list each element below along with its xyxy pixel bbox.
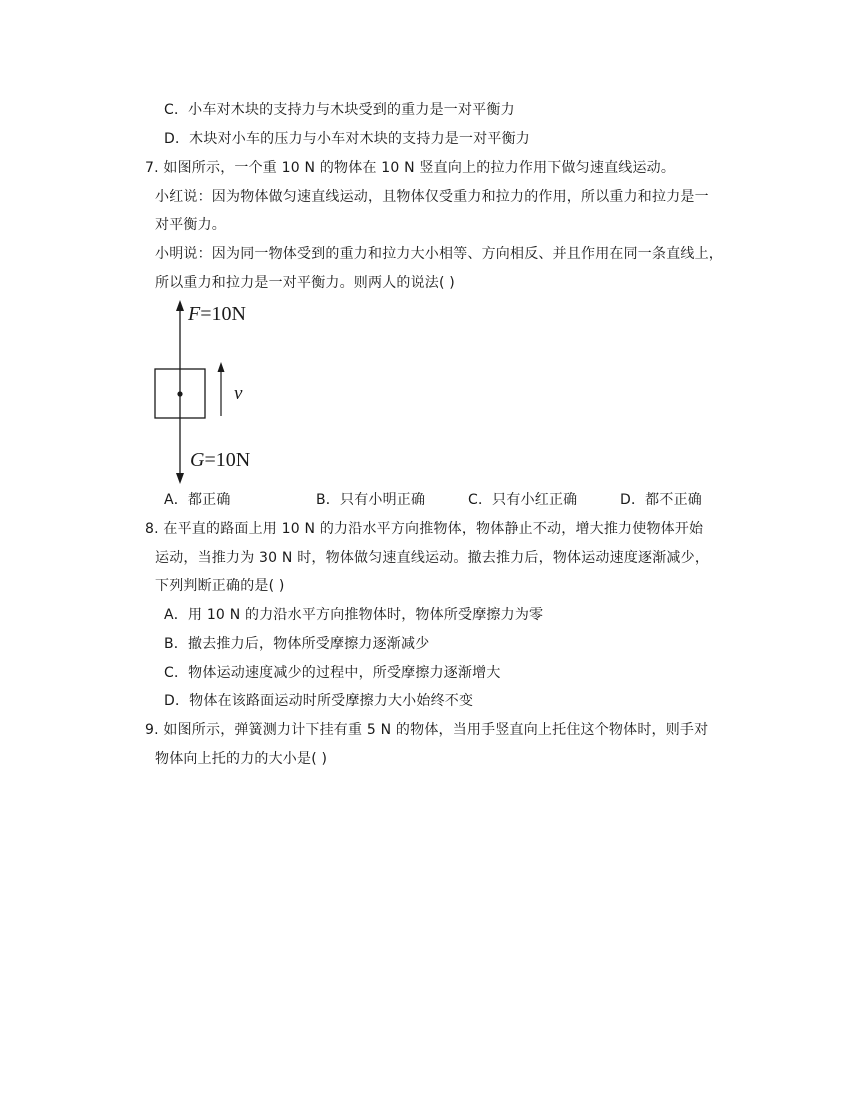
q7-option-c: C．只有小红正确 [468, 492, 578, 508]
q9-stem-line-1: 9. 如图所示，弹簧测力计下挂有重 5 N 的物体，当用手竖直向上托住这个物体时，则手对 [145, 722, 709, 738]
q7-option-a: A．都正确 [164, 492, 231, 508]
q8-stem-line-2: 运动，当推力为 30 N 时，物体做匀速直线运动。撤去推力后，物体运动速度逐渐减少， [155, 550, 710, 566]
q7-stem: 7. 如图所示，一个重 10 N 的物体在 10 N 竖直向上的拉力作用下做匀速直线运动。 [145, 160, 676, 176]
force-down-symbol: G [190, 449, 205, 471]
force-down-value: =10N [204, 449, 251, 471]
q7-option-d: D．都不正确 [620, 492, 702, 508]
q7-xiaohong-line-1: 小红说：因为物体做匀速直线运动，且物体仅受重力和拉力的作用，所以重力和拉力是一 [155, 189, 709, 205]
q9-stem-line-2: 物体向上托的力的大小是( ) [155, 751, 328, 767]
q8-option-a: A．用 10 N 的力沿水平方向推物体时，物体所受摩擦力为零 [164, 607, 544, 623]
force-up-symbol: F [188, 303, 201, 325]
q7-xiaoming-line-1: 小明说：因为同一物体受到的重力和拉力大小相等、方向相反、并且作用在同一条直线上， [155, 246, 723, 262]
q8-option-b: B．撤去推力后，物体所受摩擦力逐渐减少 [164, 636, 430, 652]
q7-xiaohong-line-2: 对平衡力。 [155, 217, 226, 233]
velocity-arrowhead [218, 362, 225, 372]
velocity-label: v [234, 383, 243, 404]
force-down-label [190, 449, 250, 471]
force-down-arrowhead [176, 473, 184, 484]
force-up-value: =10N [200, 303, 246, 325]
q7-xiaoming-line-2: 所以重力和拉力是一对平衡力。则两人的说法( ) [155, 275, 455, 291]
q7-option-b: B．只有小明正确 [316, 492, 426, 508]
force-up-label [187, 303, 246, 325]
q8-option-c: C．物体运动速度减少的过程中，所受摩擦力逐渐增大 [164, 665, 501, 681]
center-point [177, 391, 182, 396]
q6-option-c: C．小车对木块的支持力与木块受到的重力是一对平衡力 [164, 102, 515, 118]
q8-stem-line-1: 8. 在平直的路面上用 10 N 的力沿水平方向推物体，物体静止不动，增大推力使物体开始 [145, 521, 704, 537]
q8-stem-line-3: 下列判断正确的是( ) [155, 578, 285, 594]
q8-option-d: D．物体在该路面运动时所受摩擦力大小始终不变 [164, 693, 474, 709]
q6-option-d: D．木块对小车的压力与小车对木块的支持力是一对平衡力 [164, 131, 530, 147]
force-up-arrowhead [176, 300, 184, 311]
force-diagram [140, 298, 280, 488]
